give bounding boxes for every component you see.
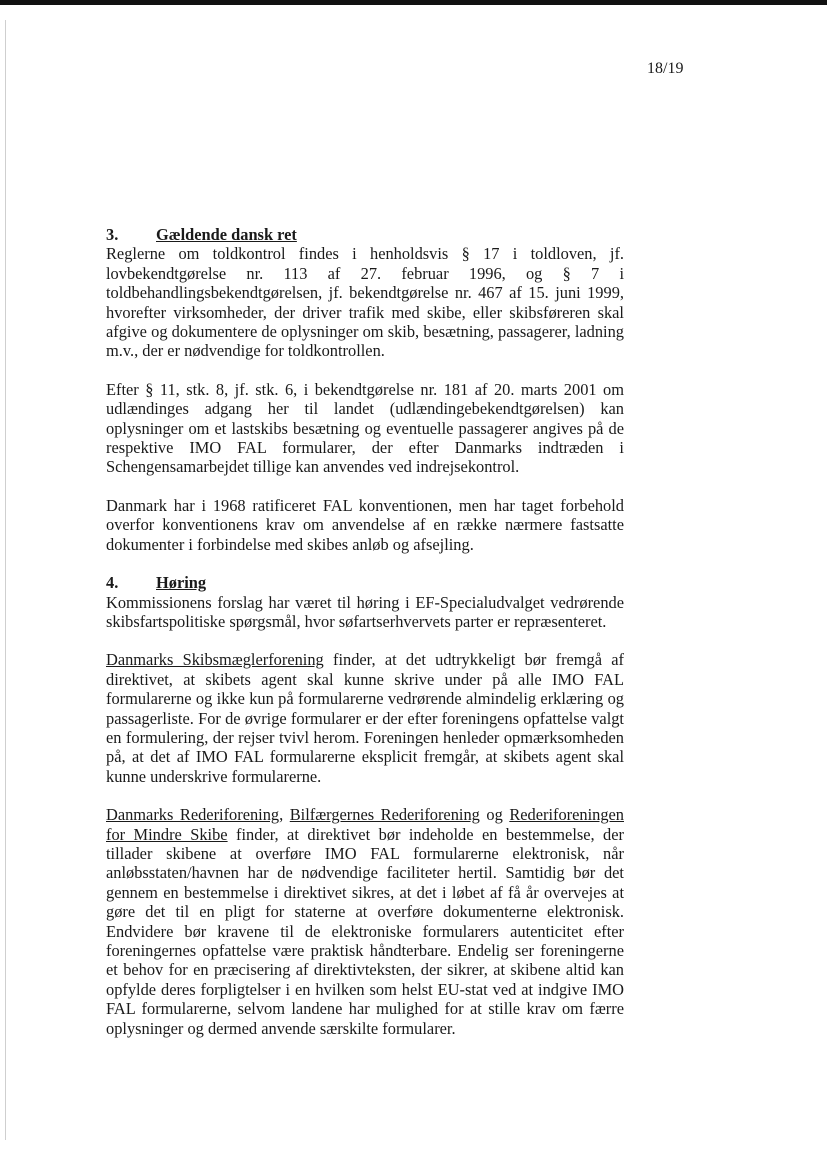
page-number: 18/19 bbox=[647, 60, 684, 77]
section-4-paragraph-2-text: finder, at det udtrykkeligt bør fremgå af direktivet, at skibets agent skal kunne skrive under på alle IMO FAL formularerne og ikke kun på formularerne vedrørende almindelig erklæring og passagerliste. For de øvrige formularer er der efter foreningens opfattelse valgt en formulering, der rejser tvivl herom. Foreningen henleder opmærksomheden på, at det af IMO FAL formularerne eksplicit fremgår, at skibets agent skal kunne underskrive formularerne. bbox=[106, 650, 625, 786]
org-danmarks-rederiforening: Danmarks Rederiforening bbox=[106, 805, 280, 825]
org-skibsmaeglerforening: Danmarks Skibsmæglerforening bbox=[106, 650, 324, 670]
section-3-title: Gældende dansk ret bbox=[156, 225, 297, 244]
section-4-intro: Kommissionens forslag har været til høring i EF-Specialudvalget vedrørende skibsfartspolitiske spørgsmål, hvor søfartserhvervets parter er repræsenteret. bbox=[106, 592, 624, 631]
separator: og bbox=[479, 805, 510, 825]
section-3-paragraph-1: Reglerne om toldkontrol findes i henholdsvis § 17 i toldloven, jf. lovbekendtgørelse nr. 113 af 27. februar 1996, og § 7 i toldbehandlingsbekendtgørelsen, jf. bekendtgørelse nr. 467 af 15. juni 1999, hvorefter virksomheder, der driver trafik med skibe, eller skibsføreren skal afgive og dokumentere de oplysninger om skib, besætning, passagerer, ladning m.v., der er nødvendige for toldkontrollen. bbox=[106, 244, 624, 361]
document-body bbox=[106, 225, 624, 1038]
org-rederiforeningen-mindre-skibe: Rederiforeningen for Mindre Skibe bbox=[106, 805, 624, 844]
section-3-heading bbox=[106, 225, 624, 244]
section-4-paragraph-2 bbox=[106, 650, 624, 786]
section-4-paragraph-3-text: finder, at direktivet bør indeholde en bestemmelse, der tillader skibene at overføre IMO FAL formularerne elektronisk, når anløbsstaten/havnen har de nødvendige faciliteter hertil. Samtidig bør det gennem en bestemmelse i direktivet sikres, at det i løbet af få år overvejes at gøre det til en pligt for staterne at overføre dokumenterne elektronisk. Endvidere bør kravene til de elektroniske formularers autenticitet efter foreningernes opfattelse være praktisk håndterbare. Endelig ser foreningerne et behov for en præcisering af direktivteksten, der sikrer, at skibene altid kan opfylde deres forpligtelser i en hvilken som helst EU-stat ved at indgive IMO FAL formularerne, selvom landene har mulighed for at stille krav om færre oplysninger og dermed anvende særskilte formularer. bbox=[106, 824, 624, 1038]
section-3-number: 3. bbox=[106, 225, 119, 244]
section-3-paragraph-3: Danmark har i 1968 ratificeret FAL konventionen, men har taget forbehold overfor konventionens krav om anvendelse af en række nærmere fastsatte dokumenter i forbindelse med skibes anløb og afsejling. bbox=[106, 495, 624, 554]
section-4-title: Høring bbox=[156, 573, 207, 593]
section-4-heading bbox=[106, 573, 624, 592]
org-bilfaergernes-rederiforening: Bilfærgernes Rederiforening bbox=[289, 805, 480, 825]
section-4-paragraph-3 bbox=[106, 805, 624, 1038]
scan-left-edge bbox=[5, 20, 6, 1140]
section-4-number: 4. bbox=[106, 573, 119, 593]
scan-top-border bbox=[0, 0, 827, 5]
section-3-paragraph-2: Efter § 11, stk. 8, jf. stk. 6, i bekendtgørelse nr. 181 af 20. marts 2001 om udlændinges adgang her til landet (udlændingebekendtgørelsen) kan oplysninger om et lastskibs besætning og eventuelle passagerer angives på de respektive IMO FAL formularer, der efter Danmarks indtræden i Schengensamarbejdet tillige kan anvendes ved indrejsekontrol. bbox=[106, 379, 624, 477]
separator: , bbox=[279, 805, 290, 825]
